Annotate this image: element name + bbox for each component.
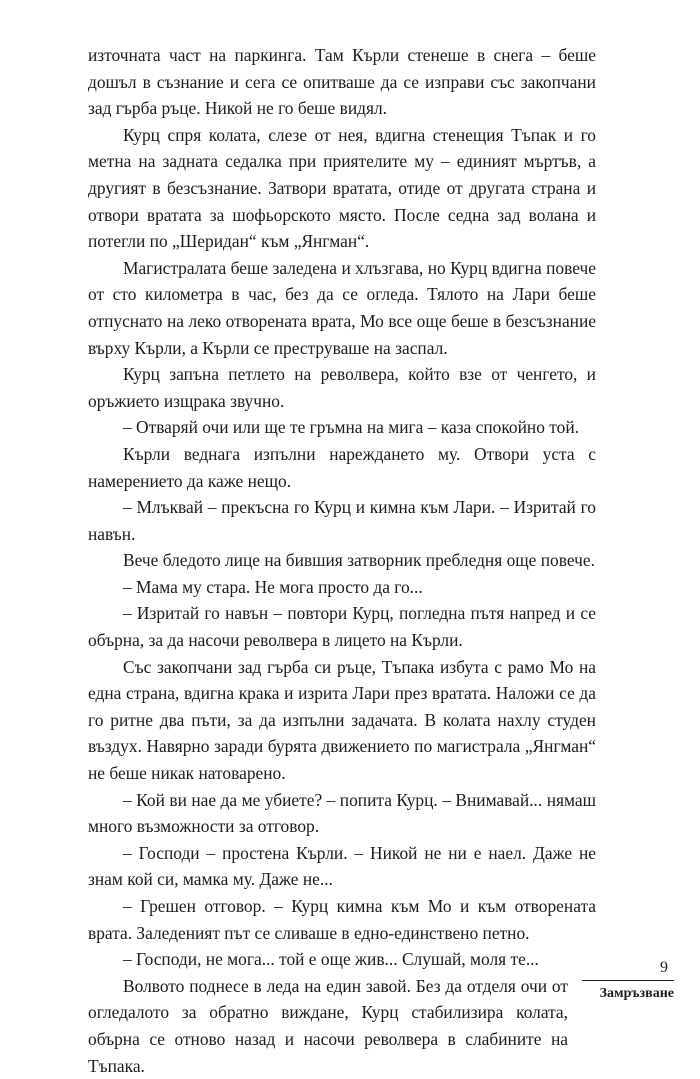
page-number: 9 xyxy=(660,959,668,976)
paragraph: – Господи – простена Кърли. – Никой не ни е наел. Даже не знам кой си, мамка му. Даже не... xyxy=(88,842,596,890)
paragraph: Курц спря колата, слезе от нея, вдигна стенещия Тъпак и го метна на задната седалка при приятелите му – единият мъртъв, а другият в безсъзнание. Затвори вратата, отиде от другата страна и отвори вратата за шофьорското място. После седна зад волана и потегли по „Шеридан“ към „Янгман“. xyxy=(88,124,596,252)
footer-divider xyxy=(582,980,674,981)
paragraph: – Млъквай – прекъсна го Курц и кимна към Лари. – Изритай го навън. xyxy=(88,497,596,544)
body-text xyxy=(88,42,596,1079)
page-footer xyxy=(582,958,674,1003)
running-title: Замръзване xyxy=(599,986,674,1001)
paragraph: – Мама му стара. Не мога просто да го... xyxy=(123,576,423,597)
paragraph: – Отваряй очи или ще те гръмна на мига – каза спокойно той. xyxy=(123,417,579,438)
paragraph: Курц запъна петлето на револвера, който взе от ченгето, и оръжието изщрака звучно. xyxy=(88,364,596,411)
paragraph: Вече бледото лице на бившия затворник пребледня още повече. xyxy=(123,550,595,571)
paragraph: – Кой ви нае да ме убиете? – попита Курц. – Внимавай... нямаш много възможности за отговор. xyxy=(88,789,596,837)
paragraph: Със закопчани зад гърба си ръце, Тъпака избута с рамо Мо на една страна, вдигна крака и изрита Лари през вратата. Наложи се да го ритне два пъти, за да изпълни задачата. В колата нахлу студен въздух. Навярно заради бурята движението по магистрала „Янгман“ не беше никак натоварено. xyxy=(88,656,596,784)
paragraph: източната част на паркинга. Там Кърли стенеше в снега – беше дошъл в съзнание и сега се опитваше да се изправи със закопчани зад гърба ръце. Никой не го беше видял. xyxy=(88,45,596,119)
paragraph: Волвото поднесе в леда на един завой. Без да отделя очи от огледалото за обратно виждане, Курц стабилизира колата, обърна се отново назад и насочи револвера в слабините на Тъпака. xyxy=(88,975,568,1076)
paragraph: – Изритай го навън – повтори Курц, погледна пътя напред и се обърна, за да насочи револвера в лицето на Кърли. xyxy=(88,603,596,651)
paragraph: – Господи, не мога... той е още жив... Слушай, моля те... xyxy=(123,949,539,970)
paragraph: Кърли веднага изпълни нареждането му. Отвори уста с намерението да каже нещо. xyxy=(88,443,596,491)
paragraph: – Грешен отговор. – Курц кимна към Мо и към отворената врата. Заледеният път се сливаше в едно-единствено петно. xyxy=(88,896,596,943)
paragraph: Магистралата беше заледена и хлъзгава, но Курц вдигна повече от сто километра в час, без да се огледа. Тялото на Лари беше отпуснато на леко отворената врата, Мо все още беше в безсъзнание върху Кърли, а Кърли се преструваше на заспал. xyxy=(88,257,596,358)
